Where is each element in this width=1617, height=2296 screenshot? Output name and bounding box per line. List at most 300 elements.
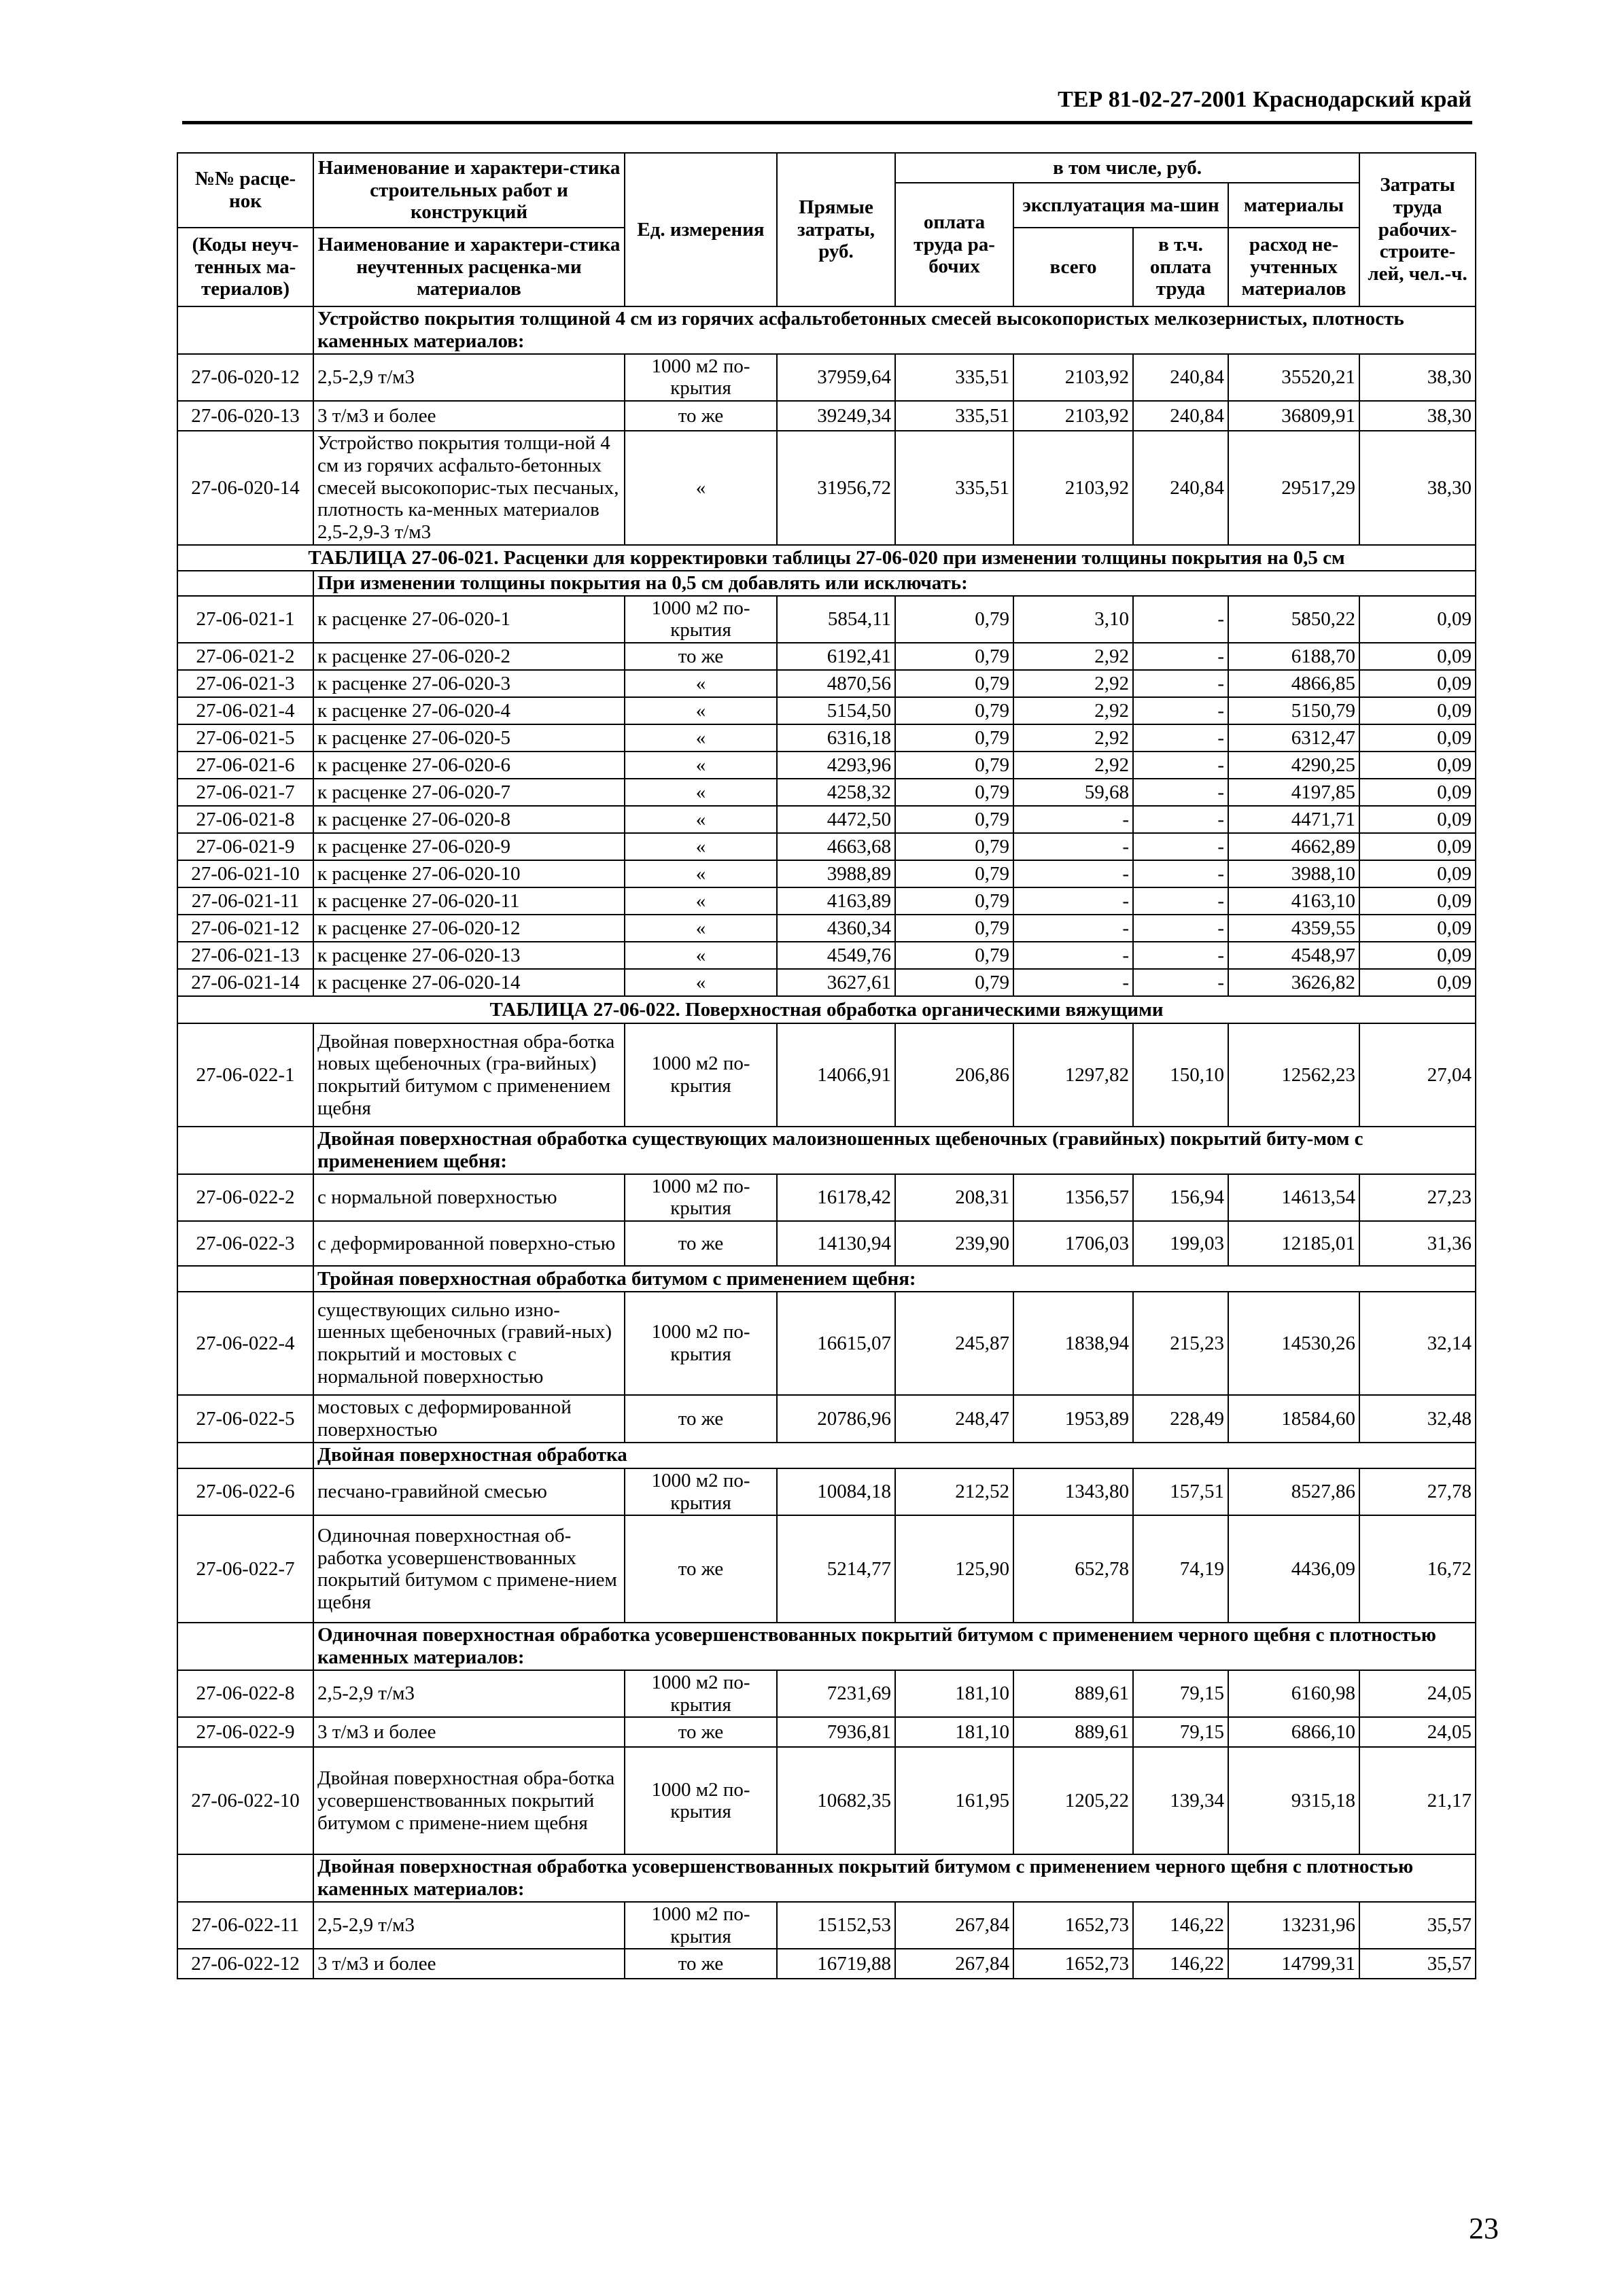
section-row <box>177 306 1476 354</box>
rate-code: 27-06-022-12 <box>177 1949 313 1979</box>
table-row <box>177 1292 1476 1395</box>
rate-name: к расценке 27-06-020-14 <box>313 969 625 996</box>
machines-cost: 1356,57 <box>1013 1174 1133 1222</box>
labor-cost: 16,72 <box>1359 1515 1476 1623</box>
materials-cost: 3626,82 <box>1228 969 1359 996</box>
materials-cost: 35520,21 <box>1228 354 1359 402</box>
machines-cost: 2,92 <box>1013 697 1133 724</box>
rate-unit: 1000 м2 по-крытия <box>625 354 777 402</box>
machines-cost: 2,92 <box>1013 643 1133 670</box>
rate-code: 27-06-021-2 <box>177 643 313 670</box>
materials-cost: 5150,79 <box>1228 697 1359 724</box>
materials-cost: 12185,01 <box>1228 1221 1359 1266</box>
col-incl: в том числе, руб. <box>895 153 1359 183</box>
machines-cost: 1297,82 <box>1013 1023 1133 1127</box>
rate-name: к расценке 27-06-020-1 <box>313 596 625 643</box>
table-row <box>177 1515 1476 1623</box>
materials-cost: 5850,22 <box>1228 596 1359 643</box>
materials-cost: 4866,85 <box>1228 670 1359 697</box>
document-header: ТЕР 81-02-27-2001 Краснодарский край <box>1058 87 1472 112</box>
machines-wage-cost: - <box>1133 915 1228 942</box>
rate-name: песчано-гравийной смесью <box>313 1468 625 1516</box>
rate-name: Двойная поверхностная обра-ботка усовершенствованных покрытий битумом с примене-нием щебня <box>313 1747 625 1854</box>
rate-code: 27-06-021-7 <box>177 779 313 806</box>
machines-wage-cost: - <box>1133 887 1228 915</box>
rate-unit: 1000 м2 по-крытия <box>625 1292 777 1395</box>
materials-cost: 14613,54 <box>1228 1174 1359 1222</box>
rate-unit: « <box>625 431 777 545</box>
section-heading: Двойная поверхностная обработка существующих малоизношенных щебеночных (гравийных) покрытий биту-мом с применением щебня: <box>313 1127 1476 1174</box>
table-title: ТАБЛИЦА 27-06-021. Расценки для корректировки таблицы 27-06-020 при изменении толщины покрытия на 0,5 см <box>177 545 1476 571</box>
machines-cost: - <box>1013 806 1133 833</box>
rate-name: Устройство покрытия толщи-ной 4 см из горячих асфальто-бетонных смесей высокопорис-тых песчаных, плотность ка-менных материалов 2,5-2,9-3 т/м3 <box>313 431 625 545</box>
rate-unit: « <box>625 670 777 697</box>
machines-cost: - <box>1013 969 1133 996</box>
wages-cost: 0,79 <box>895 724 1013 752</box>
rate-name: 2,5-2,9 т/м3 <box>313 1670 625 1718</box>
materials-cost: 29517,29 <box>1228 431 1359 545</box>
materials-cost: 3988,10 <box>1228 860 1359 887</box>
machines-cost: 3,10 <box>1013 596 1133 643</box>
col-materials: материалы <box>1228 183 1359 228</box>
table-row <box>177 697 1476 724</box>
rate-code: 27-06-022-1 <box>177 1023 313 1127</box>
rate-unit: « <box>625 860 777 887</box>
rate-unit: « <box>625 724 777 752</box>
labor-cost: 35,57 <box>1359 1902 1476 1949</box>
rate-unit: « <box>625 806 777 833</box>
table-row <box>177 596 1476 643</box>
labor-cost: 0,09 <box>1359 860 1476 887</box>
machines-wage-cost: - <box>1133 697 1228 724</box>
rate-unit: « <box>625 969 777 996</box>
direct-cost: 10682,35 <box>777 1747 895 1854</box>
labor-cost: 0,09 <box>1359 643 1476 670</box>
machines-wage-cost: 79,15 <box>1133 1717 1228 1747</box>
rate-code: 27-06-020-14 <box>177 431 313 545</box>
section-heading: Тройная поверхностная обработка битумом с применением щебня: <box>313 1266 1476 1292</box>
rate-code: 27-06-022-2 <box>177 1174 313 1222</box>
col-name-top: Наименование и характери-стика строительных работ и конструкций <box>313 153 625 228</box>
section-heading: Одиночная поверхностная обработка усовершенствованных покрытий битумом с применением черного щебня с плотностью каменных материалов: <box>313 1623 1476 1670</box>
table-row <box>177 401 1476 431</box>
machines-cost: 1652,73 <box>1013 1902 1133 1949</box>
labor-cost: 0,09 <box>1359 806 1476 833</box>
rate-unit: то же <box>625 1221 777 1266</box>
rate-code: 27-06-021-11 <box>177 887 313 915</box>
table-row <box>177 1023 1476 1127</box>
materials-cost: 4548,97 <box>1228 942 1359 969</box>
col-unit: Ед. измерения <box>625 153 777 306</box>
machines-cost: - <box>1013 915 1133 942</box>
machines-cost: 1652,73 <box>1013 1949 1133 1979</box>
labor-cost: 0,09 <box>1359 752 1476 779</box>
rate-code: 27-06-021-8 <box>177 806 313 833</box>
labor-cost: 38,30 <box>1359 431 1476 545</box>
materials-cost: 13231,96 <box>1228 1902 1359 1949</box>
direct-cost: 6192,41 <box>777 643 895 670</box>
rate-name: с нормальной поверхностью <box>313 1174 625 1222</box>
rate-code: 27-06-021-13 <box>177 942 313 969</box>
rate-name: существующих сильно изно-шенных щебеночных (гравий-ных) покрытий и мостовых с нормальной поверхностью <box>313 1292 625 1395</box>
direct-cost: 14066,91 <box>777 1023 895 1127</box>
machines-cost: 889,61 <box>1013 1670 1133 1718</box>
labor-cost: 32,14 <box>1359 1292 1476 1395</box>
section-spacer <box>177 1443 313 1468</box>
materials-cost: 6312,47 <box>1228 724 1359 752</box>
rate-unit: « <box>625 697 777 724</box>
machines-wage-cost: - <box>1133 724 1228 752</box>
machines-cost: - <box>1013 833 1133 860</box>
section-row <box>177 1623 1476 1670</box>
wages-cost: 0,79 <box>895 942 1013 969</box>
direct-cost: 16719,88 <box>777 1949 895 1979</box>
wages-cost: 245,87 <box>895 1292 1013 1395</box>
rate-unit: 1000 м2 по-крытия <box>625 1902 777 1949</box>
machines-wage-cost: 150,10 <box>1133 1023 1228 1127</box>
wages-cost: 0,79 <box>895 697 1013 724</box>
col-labor: Затраты труда рабочих-строите-лей, чел.-ч. <box>1359 153 1476 306</box>
rate-name: Двойная поверхностная обра-ботка новых щебеночных (гра-вийных) покрытий битумом с применением щебня <box>313 1023 625 1127</box>
labor-cost: 0,09 <box>1359 833 1476 860</box>
col-code-top: №№ расце-нок <box>177 153 313 228</box>
labor-cost: 0,09 <box>1359 596 1476 643</box>
table-row <box>177 1902 1476 1949</box>
wages-cost: 0,79 <box>895 833 1013 860</box>
rate-code: 27-06-022-5 <box>177 1395 313 1443</box>
labor-cost: 27,78 <box>1359 1468 1476 1516</box>
machines-wage-cost: - <box>1133 833 1228 860</box>
materials-cost: 9315,18 <box>1228 1747 1359 1854</box>
machines-wage-cost: - <box>1133 643 1228 670</box>
section-spacer <box>177 1266 313 1292</box>
wages-cost: 212,52 <box>895 1468 1013 1516</box>
machines-wage-cost: 146,22 <box>1133 1949 1228 1979</box>
wages-cost: 0,79 <box>895 596 1013 643</box>
rate-unit: то же <box>625 643 777 670</box>
table-row <box>177 1395 1476 1443</box>
materials-cost: 8527,86 <box>1228 1468 1359 1516</box>
rate-name: к расценке 27-06-020-12 <box>313 915 625 942</box>
table-row <box>177 942 1476 969</box>
materials-cost: 36809,91 <box>1228 401 1359 431</box>
wages-cost: 0,79 <box>895 670 1013 697</box>
rate-unit: 1000 м2 по-крытия <box>625 1023 777 1127</box>
machines-cost: 2,92 <box>1013 752 1133 779</box>
labor-cost: 21,17 <box>1359 1747 1476 1854</box>
section-spacer <box>177 1854 313 1902</box>
rate-code: 27-06-022-11 <box>177 1902 313 1949</box>
table-row <box>177 670 1476 697</box>
wages-cost: 239,90 <box>895 1221 1013 1266</box>
labor-cost: 0,09 <box>1359 779 1476 806</box>
machines-cost: - <box>1013 942 1133 969</box>
table-body <box>177 306 1476 1979</box>
direct-cost: 3627,61 <box>777 969 895 996</box>
table-row <box>177 1221 1476 1266</box>
machines-wage-cost: 240,84 <box>1133 354 1228 402</box>
materials-cost: 12562,23 <box>1228 1023 1359 1127</box>
rate-code: 27-06-022-6 <box>177 1468 313 1516</box>
section-spacer <box>177 1623 313 1670</box>
labor-cost: 27,04 <box>1359 1023 1476 1127</box>
machines-cost: 2,92 <box>1013 724 1133 752</box>
rate-code: 27-06-021-4 <box>177 697 313 724</box>
table-title-row <box>177 996 1476 1023</box>
rate-name: к расценке 27-06-020-2 <box>313 643 625 670</box>
machines-wage-cost: - <box>1133 596 1228 643</box>
labor-cost: 24,05 <box>1359 1717 1476 1747</box>
table-row <box>177 806 1476 833</box>
section-heading: Двойная поверхностная обработка <box>313 1443 1476 1468</box>
table-row <box>177 1747 1476 1854</box>
machines-wage-cost: 240,84 <box>1133 401 1228 431</box>
section-heading: Двойная поверхностная обработка усовершенствованных покрытий битумом с применением черного щебня с плотностью каменных материалов: <box>313 1854 1476 1902</box>
table-row <box>177 1670 1476 1718</box>
section-heading: Устройство покрытия толщиной 4 см из горячих асфальтобетонных смесей высокопористых мелкозернистых, плотность каменных материалов: <box>313 306 1476 354</box>
rate-name: к расценке 27-06-020-3 <box>313 670 625 697</box>
labor-cost: 38,30 <box>1359 401 1476 431</box>
materials-cost: 6160,98 <box>1228 1670 1359 1718</box>
table-row <box>177 779 1476 806</box>
direct-cost: 4472,50 <box>777 806 895 833</box>
wages-cost: 267,84 <box>895 1949 1013 1979</box>
rate-name: к расценке 27-06-020-7 <box>313 779 625 806</box>
rate-unit: 1000 м2 по-крытия <box>625 1670 777 1718</box>
rate-code: 27-06-021-14 <box>177 969 313 996</box>
machines-cost: - <box>1013 860 1133 887</box>
wages-cost: 335,51 <box>895 401 1013 431</box>
table-title-row <box>177 545 1476 571</box>
machines-cost: 889,61 <box>1013 1717 1133 1747</box>
wages-cost: 335,51 <box>895 354 1013 402</box>
col-code-bottom: (Коды неуч-тенных ма-териалов) <box>177 228 313 306</box>
machines-wage-cost: 74,19 <box>1133 1515 1228 1623</box>
wages-cost: 161,95 <box>895 1747 1013 1854</box>
rate-code: 27-06-022-7 <box>177 1515 313 1623</box>
direct-cost: 3988,89 <box>777 860 895 887</box>
table-row <box>177 915 1476 942</box>
direct-cost: 4163,89 <box>777 887 895 915</box>
wages-cost: 0,79 <box>895 752 1013 779</box>
direct-cost: 16615,07 <box>777 1292 895 1395</box>
materials-cost: 4163,10 <box>1228 887 1359 915</box>
section-spacer <box>177 306 313 354</box>
wages-cost: 125,90 <box>895 1515 1013 1623</box>
machines-wage-cost: 240,84 <box>1133 431 1228 545</box>
col-direct: Прямые затраты, руб. <box>777 153 895 306</box>
machines-wage-cost: 139,34 <box>1133 1747 1228 1854</box>
machines-cost: 1205,22 <box>1013 1747 1133 1854</box>
wages-cost: 335,51 <box>895 431 1013 545</box>
section-row <box>177 1854 1476 1902</box>
rate-unit: « <box>625 942 777 969</box>
machines-wage-cost: 156,94 <box>1133 1174 1228 1222</box>
direct-cost: 20786,96 <box>777 1395 895 1443</box>
rate-code: 27-06-021-3 <box>177 670 313 697</box>
rates-table <box>177 152 1476 1979</box>
machines-cost: 1953,89 <box>1013 1395 1133 1443</box>
direct-cost: 4870,56 <box>777 670 895 697</box>
labor-cost: 0,09 <box>1359 670 1476 697</box>
rate-name: мостовых с деформированной поверхностью <box>313 1395 625 1443</box>
rate-name: к расценке 27-06-020-9 <box>313 833 625 860</box>
labor-cost: 0,09 <box>1359 915 1476 942</box>
materials-cost: 4471,71 <box>1228 806 1359 833</box>
direct-cost: 4258,32 <box>777 779 895 806</box>
wages-cost: 181,10 <box>895 1670 1013 1718</box>
materials-cost: 6866,10 <box>1228 1717 1359 1747</box>
rate-name: 3 т/м3 и более <box>313 1717 625 1747</box>
labor-cost: 0,09 <box>1359 697 1476 724</box>
machines-wage-cost: 228,49 <box>1133 1395 1228 1443</box>
wages-cost: 0,79 <box>895 860 1013 887</box>
machines-wage-cost: 157,51 <box>1133 1468 1228 1516</box>
section-row <box>177 1266 1476 1292</box>
rate-name: к расценке 27-06-020-8 <box>313 806 625 833</box>
direct-cost: 39249,34 <box>777 401 895 431</box>
machines-cost: 1706,03 <box>1013 1221 1133 1266</box>
rate-unit: 1000 м2 по-крытия <box>625 1468 777 1516</box>
direct-cost: 5214,77 <box>777 1515 895 1623</box>
section-spacer <box>177 1127 313 1174</box>
col-machines-total: всего <box>1013 228 1133 306</box>
col-wages: оплата труда ра-бочих <box>895 183 1013 306</box>
rate-name: к расценке 27-06-020-6 <box>313 752 625 779</box>
wages-cost: 267,84 <box>895 1902 1013 1949</box>
machines-cost: 2103,92 <box>1013 401 1133 431</box>
rate-code: 27-06-021-10 <box>177 860 313 887</box>
wages-cost: 208,31 <box>895 1174 1013 1222</box>
rate-name: к расценке 27-06-020-4 <box>313 697 625 724</box>
rate-name: 3 т/м3 и более <box>313 1949 625 1979</box>
direct-cost: 37959,64 <box>777 354 895 402</box>
section-row <box>177 1127 1476 1174</box>
rate-unit: « <box>625 887 777 915</box>
rate-unit: то же <box>625 1949 777 1979</box>
direct-cost: 6316,18 <box>777 724 895 752</box>
machines-wage-cost: 199,03 <box>1133 1221 1228 1266</box>
materials-cost: 4359,55 <box>1228 915 1359 942</box>
table-row <box>177 431 1476 545</box>
rate-unit: 1000 м2 по-крытия <box>625 596 777 643</box>
machines-cost: 59,68 <box>1013 779 1133 806</box>
labor-cost: 35,57 <box>1359 1949 1476 1979</box>
materials-cost: 4197,85 <box>1228 779 1359 806</box>
machines-cost: 2103,92 <box>1013 431 1133 545</box>
direct-cost: 7936,81 <box>777 1717 895 1747</box>
col-materials-unacc: расход не-учтенных материалов <box>1228 228 1359 306</box>
wages-cost: 181,10 <box>895 1717 1013 1747</box>
wages-cost: 0,79 <box>895 887 1013 915</box>
wages-cost: 248,47 <box>895 1395 1013 1443</box>
table-row <box>177 724 1476 752</box>
rate-unit: « <box>625 779 777 806</box>
table-row <box>177 833 1476 860</box>
labor-cost: 38,30 <box>1359 354 1476 402</box>
table-row <box>177 354 1476 402</box>
machines-wage-cost: 146,22 <box>1133 1902 1228 1949</box>
wages-cost: 0,79 <box>895 806 1013 833</box>
table-row <box>177 1174 1476 1222</box>
table-row <box>177 1717 1476 1747</box>
rate-code: 27-06-021-1 <box>177 596 313 643</box>
rate-name: Одиночная поверхностная об-работка усовершенствованных покрытий битумом с примене-нием щебня <box>313 1515 625 1623</box>
rate-code: 27-06-021-9 <box>177 833 313 860</box>
rate-code: 27-06-022-3 <box>177 1221 313 1266</box>
section-heading: При изменении толщины покрытия на 0,5 см добавлять или исключать: <box>313 571 1476 596</box>
machines-wage-cost: - <box>1133 942 1228 969</box>
materials-cost: 14799,31 <box>1228 1949 1359 1979</box>
direct-cost: 4360,34 <box>777 915 895 942</box>
rate-name: к расценке 27-06-020-13 <box>313 942 625 969</box>
machines-wage-cost: 79,15 <box>1133 1670 1228 1718</box>
labor-cost: 32,48 <box>1359 1395 1476 1443</box>
direct-cost: 4549,76 <box>777 942 895 969</box>
wages-cost: 206,86 <box>895 1023 1013 1127</box>
rate-code: 27-06-020-12 <box>177 354 313 402</box>
rate-name: с деформированной поверхно-стью <box>313 1221 625 1266</box>
table-row <box>177 887 1476 915</box>
materials-cost: 18584,60 <box>1228 1395 1359 1443</box>
materials-cost: 4436,09 <box>1228 1515 1359 1623</box>
materials-cost: 6188,70 <box>1228 643 1359 670</box>
rate-unit: « <box>625 915 777 942</box>
machines-cost: - <box>1013 887 1133 915</box>
materials-cost: 14530,26 <box>1228 1292 1359 1395</box>
table-row <box>177 860 1476 887</box>
wages-cost: 0,79 <box>895 779 1013 806</box>
direct-cost: 16178,42 <box>777 1174 895 1222</box>
labor-cost: 0,09 <box>1359 942 1476 969</box>
labor-cost: 0,09 <box>1359 887 1476 915</box>
page-number: 23 <box>1469 2212 1499 2245</box>
machines-cost: 1838,94 <box>1013 1292 1133 1395</box>
labor-cost: 0,09 <box>1359 969 1476 996</box>
direct-cost: 7231,69 <box>777 1670 895 1718</box>
rate-name: 2,5-2,9 т/м3 <box>313 354 625 402</box>
rate-code: 27-06-022-10 <box>177 1747 313 1854</box>
section-spacer <box>177 571 313 596</box>
rate-unit: то же <box>625 1395 777 1443</box>
machines-wage-cost: 215,23 <box>1133 1292 1228 1395</box>
machines-cost: 1343,80 <box>1013 1468 1133 1516</box>
direct-cost: 10084,18 <box>777 1468 895 1516</box>
rate-unit: то же <box>625 1717 777 1747</box>
rate-unit: « <box>625 752 777 779</box>
rate-unit: 1000 м2 по-крытия <box>625 1174 777 1222</box>
rate-name: к расценке 27-06-020-5 <box>313 724 625 752</box>
rate-unit: 1000 м2 по-крытия <box>625 1747 777 1854</box>
table-row <box>177 1468 1476 1516</box>
machines-wage-cost: - <box>1133 860 1228 887</box>
rate-name: к расценке 27-06-020-11 <box>313 887 625 915</box>
labor-cost: 31,36 <box>1359 1221 1476 1266</box>
machines-wage-cost: - <box>1133 670 1228 697</box>
wages-cost: 0,79 <box>895 969 1013 996</box>
direct-cost: 15152,53 <box>777 1902 895 1949</box>
materials-cost: 4290,25 <box>1228 752 1359 779</box>
machines-wage-cost: - <box>1133 752 1228 779</box>
labor-cost: 24,05 <box>1359 1670 1476 1718</box>
machines-cost: 652,78 <box>1013 1515 1133 1623</box>
wages-cost: 0,79 <box>895 915 1013 942</box>
wages-cost: 0,79 <box>895 643 1013 670</box>
rate-unit: то же <box>625 401 777 431</box>
materials-cost: 4662,89 <box>1228 833 1359 860</box>
direct-cost: 4293,96 <box>777 752 895 779</box>
section-row <box>177 1443 1476 1468</box>
